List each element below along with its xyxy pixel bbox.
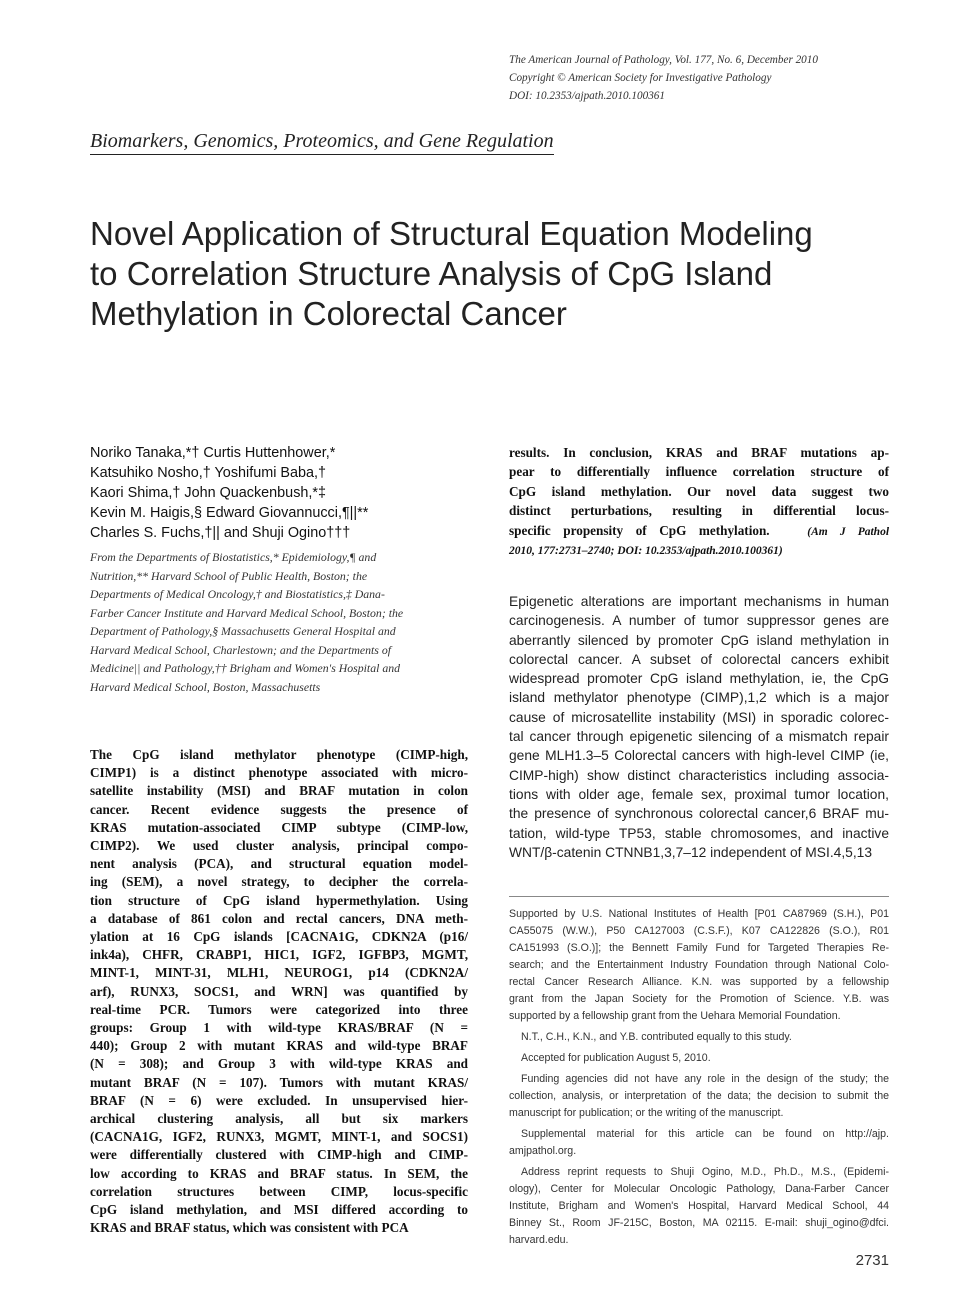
footnotes	[509, 906, 889, 1253]
abstract-line: CpG island methylation. Our novel data suggest two	[509, 483, 889, 499]
footnote-line: Funding agencies did not have any role in the design of the study; the	[521, 1073, 889, 1085]
title-line: Novel Application of Structural Equation Modeling	[90, 215, 813, 252]
abstract-line: arf), RUNX3, SOCS1, and WRN] was quantified by	[90, 983, 468, 999]
intro-line: tions with older age, female sex, proximal tumor location,	[509, 786, 889, 802]
abstract-line: KRAS and BRAF status, which was consistent with PCA	[90, 1220, 409, 1236]
author-line: Charles S. Fuchs,†|| and Shuji Ogino†††	[90, 525, 351, 541]
abstract-line: real-time PCR. Tumors were categorized into three	[90, 1001, 468, 1017]
author-line: Kevin M. Haigis,§ Edward Giovannucci,¶||**	[90, 505, 369, 521]
abstract-line: tion structure of CpG island hypermethylation. Using	[90, 892, 468, 908]
abstract-line: 440); Group 2 with mutant KRAS and wild-type BRAF	[90, 1038, 468, 1054]
abstract-line: results. In conclusion, KRAS and BRAF mutations ap-	[509, 445, 889, 460]
affiliation-line: Medicine|| and Pathology,†† Brigham and Women's Hospital and	[90, 661, 401, 675]
footnote-line: Supplemental material for this article can be found on http://ajp.	[521, 1128, 889, 1140]
abstract-line: ylation at 16 CpG islands [CACNA1G, CDKN2A (p16/	[90, 929, 468, 945]
abstract-line: low according to KRAS and BRAF status. In SEM, the	[90, 1165, 468, 1181]
abstract-line: ink4a), CHFR, CRABP1, HIC1, IGF2, IGFBP3, MGMT,	[90, 947, 468, 963]
abstract-line: (N = 308); and Group 3 with wild-type KRAS and	[90, 1056, 468, 1072]
abstract-left-column	[90, 746, 468, 1237]
abstract-right-column	[509, 443, 889, 561]
abstract-line: CIMP1) is a distinct phenotype associated with micro-	[90, 765, 468, 781]
abstract-line: mutant BRAF (N = 107). Tumors with mutant KRAS/	[90, 1074, 468, 1090]
intro-line: the presence of synchronous colorectal cancer,6 BRAF mu-	[509, 806, 889, 822]
abstract-line: CpG island methylation, and MSI differed according to	[90, 1202, 468, 1218]
intro-line: colorectal cancer. A subset of colorectal cancers exhibit	[509, 651, 889, 667]
footnote-line: N.T., C.H., K.N., and Y.B. contributed equally to this study.	[521, 1031, 792, 1043]
abstract-line: (CACNA1G, IGF2, RUNX3, MGMT, MINT-1, and SOCS1)	[90, 1129, 468, 1145]
abstract-line: ing (SEM), a novel strategy, to decipher the correla-	[90, 874, 468, 890]
abstract-citation: 2010, 177:2731–2740; DOI: 10.2353/ajpath.2010.100361)	[509, 545, 783, 558]
intro-line: WNT/β-catenin CTNNB1,3,7–12 independent of MSI.4,5,13	[509, 844, 873, 860]
author-line: Noriko Tanaka,*† Curtis Huttenhower,*	[90, 445, 336, 461]
intro-line: island methylator phenotype (CIMP),1,2 which is a major	[509, 690, 889, 706]
abstract-line: MINT-1, MINT-31, MLH1, NEUROG1, p14 (CDKN2A/	[90, 965, 468, 981]
abstract-line: a database of 861 colon and rectal cancers, DNA meth-	[90, 910, 468, 926]
abstract-citation: (Am J Pathol	[807, 525, 890, 538]
journal-copyright: Copyright © American Society for Investigative Pathology	[509, 72, 772, 84]
footnote-line: Institute, Brigham and Women's Hospital, Harvard Medical School, 44	[509, 1200, 889, 1212]
footnote-line: Binney St., Room JF-215C, Boston, MA 02115. E-mail: shuji_ogino@dfci.	[509, 1217, 889, 1229]
title-line: to Correlation Structure Analysis of CpG Island	[90, 255, 773, 292]
affiliation-line: Harvard Medical School, Boston, Massachusetts	[90, 679, 321, 694]
footnote-line: collection, analysis, or interpretation of the data; the decision to submit the	[509, 1090, 889, 1102]
intro-line: tal cancer through epigenetic silencing of a mismatch repair	[509, 729, 889, 745]
abstract-line: distinct perturbations, resulting in differential locus-	[509, 503, 889, 519]
abstract-line: BRAF (N = 6) were excluded. In unsupervised hier-	[90, 1092, 468, 1108]
article-title	[90, 214, 890, 334]
intro-line: Epigenetic alterations are important mechanisms in human	[509, 594, 889, 609]
footnote	[509, 1029, 889, 1046]
intro-line: CIMP-high) show distinct characteristics including associa-	[509, 767, 889, 783]
footnote	[509, 1126, 889, 1160]
section-heading: Biomarkers, Genomics, Proteomics, and Gene Regulation	[90, 130, 554, 155]
footnote-line: supported by a fellowship grant from the Uehara Memorial Foundation.	[509, 1010, 841, 1022]
abstract-line: pear to differentially influence correlation structure of	[509, 464, 889, 480]
abstract-line: archical clustering analysis, all but six markers	[90, 1111, 468, 1127]
intro-line: widespread promoter CpG island methylation, ie, the CpG	[509, 671, 889, 687]
abstract-line: were differentially clustered with CIMP-high and CIMP-	[90, 1147, 468, 1163]
intro-line: tation, wild-type TP53, stable chromosomes, and inactive	[509, 825, 889, 841]
footnote-line: grant from the Japan Society for the Promotion of Science. Y.B. was	[509, 993, 889, 1005]
footnote-line: Supported by U.S. National Institutes of Health [P01 CA87969 (S.H.), P01	[509, 908, 889, 920]
footnote-line: ology), Center for Molecular Oncologic Pathology, Dana-Farber Cancer	[509, 1183, 889, 1195]
abstract-line: nent analysis (PCA), and structural equation model-	[90, 856, 468, 872]
abstract-line: groups: Group 1 with wild-type KRAS/BRAF (N =	[90, 1020, 468, 1036]
author-list	[90, 443, 485, 543]
author-line: Katsuhiko Nosho,† Yoshifumi Baba,†	[90, 465, 327, 481]
footnote-line: harvard.edu.	[509, 1234, 569, 1246]
author-line: Kaori Shima,† John Quackenbush,*‡	[90, 485, 326, 501]
footnote	[509, 1071, 889, 1122]
affiliation-line: From the Departments of Biostatistics,* Epidemiology,¶ and	[90, 550, 377, 564]
footnote-divider	[509, 896, 889, 897]
abstract-line: satellite instability (MSI) and BRAF mutation in colon	[90, 783, 468, 799]
abstract-line	[509, 521, 889, 542]
abstract-line-text: specific propensity of CpG methylation.	[509, 522, 770, 538]
footnote	[509, 906, 889, 1025]
intro-line: aberrantly silenced by promoter CpG island methylation in	[509, 632, 889, 648]
intro-line: carcinogenesis. A number of tumor suppressor genes are	[509, 613, 889, 629]
page-number: 2731	[855, 1252, 889, 1269]
introduction-text	[509, 592, 889, 862]
abstract-line: CIMP2). We used cluster analysis, principal compo-	[90, 838, 468, 854]
affiliation-line: Farber Cancer Institute and Harvard Medical School, Boston; the	[90, 605, 404, 620]
intro-line: cause of microsatellite instability (MSI) in sporadic colorec-	[509, 709, 889, 725]
affiliation-line: Departments of Medical Oncology,† and Biostatistics,‡ Dana-	[90, 587, 385, 601]
abstract-line: correlation structures between CIMP, locus-specific	[90, 1183, 468, 1199]
journal-citation: The American Journal of Pathology, Vol. 177, No. 6, December 2010	[509, 54, 818, 66]
footnote-line: CA151993 (S.O.)]; the Bennett Family Fund for Targeted Therapies Re-	[509, 942, 889, 954]
abstract-line: The CpG island methylator phenotype (CIMP-high,	[90, 747, 468, 762]
footnote-line: search; and the Entertainment Industry Foundation through National Colo-	[509, 959, 889, 971]
footnote	[509, 1050, 889, 1067]
footnote	[509, 1164, 889, 1249]
footnote-line: Address reprint requests to Shuji Ogino, M.D., Ph.D., M.S., (Epidemi-	[521, 1166, 889, 1178]
abstract-line: KRAS mutation-associated CIMP subtype (CIMP-low,	[90, 819, 468, 835]
affiliation-line: Nutrition,** Harvard School of Public Health, Boston; the	[90, 568, 368, 583]
title-line: Methylation in Colorectal Cancer	[90, 295, 567, 332]
affiliation-line: Harvard Medical School, Charlestown; and the Departments of	[90, 642, 392, 657]
affiliations	[90, 548, 475, 696]
journal-doi: DOI: 10.2353/ajpath.2010.100361	[509, 90, 665, 102]
footnote-line: manuscript for publication; or the writing of the manuscript.	[509, 1107, 784, 1119]
intro-line: gene MLH1.3–5 Colorectal cancers with high-level CIMP (ie,	[509, 748, 889, 764]
footnote-line: Accepted for publication August 5, 2010.	[521, 1052, 711, 1064]
footnote-line: CA55075 (W.W.), P50 CA127003 (C.S.F.), K07 CA122826 (S.O.), R01	[509, 925, 889, 937]
footnote-line: amjpathol.org.	[509, 1145, 577, 1157]
journal-header	[509, 51, 939, 105]
abstract-line: cancer. Recent evidence suggests the presence of	[90, 801, 468, 817]
affiliation-line: Department of Pathology,§ Massachusetts General Hospital and	[90, 624, 396, 638]
footnote-line: rectal Cancer Research Alliance. K.N. was supported by a fellowship	[509, 976, 889, 988]
